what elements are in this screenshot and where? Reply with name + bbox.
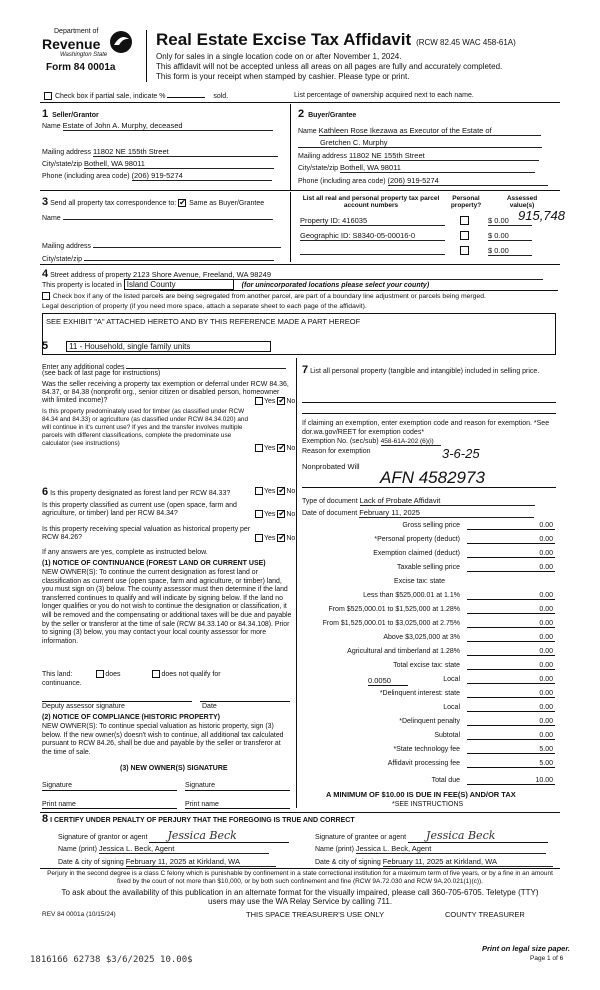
- buyer-heading: 2 Buyer/Grantee: [298, 108, 357, 120]
- page-title: [156, 30, 516, 50]
- see-back-note: (see back of last page for instructions): [42, 370, 161, 377]
- grantor-sig-row: Signature of grantor or agent Jessica Beck: [58, 829, 289, 843]
- tax-row: *Delinquent interest: state 0.00: [379, 690, 553, 697]
- grantor-date-row: Date & city of signing February 11, 2025 at Kirkland, WA: [58, 857, 276, 867]
- s3-name-row: Name: [42, 212, 273, 222]
- doc-type-row: Type of document Lack of Probate Affidavit: [302, 496, 535, 506]
- s3-city-row: City/state/zip: [42, 253, 274, 263]
- grantor-name-row: Name (print) Jessica L. Beck, Agent: [58, 844, 269, 854]
- tax-row: Subtotal 0.00: [434, 732, 553, 739]
- segregated-checkbox[interactable]: [42, 292, 50, 300]
- title-text: Real Estate Excise Tax Affidavit: [156, 30, 412, 49]
- county-select[interactable]: Island County: [124, 279, 234, 290]
- same-as-buyer-checkbox[interactable]: [178, 199, 186, 207]
- revenue-swirl-icon: [108, 30, 134, 54]
- s6-q1: 6 Is this property designated as forest land per RCW 84.33?: [42, 486, 231, 498]
- tax-row: Less than $525,000.01 at 1.1% 0.00: [363, 592, 553, 599]
- seller-name-row: Name Estate of John A. Murphy, deceased: [42, 121, 287, 131]
- tax-row: From $1,525,000.01 to $3,025,000 at 2.75% 0.00: [322, 620, 553, 627]
- assessed-value-header: Assessed value(s): [506, 195, 538, 209]
- s5-q1-answer: Yes ✔ No: [255, 397, 295, 405]
- grantee-signature[interactable]: Jessica Beck: [408, 829, 548, 843]
- owner-print-label-2: Print name: [185, 801, 219, 808]
- buyer-mail-field[interactable]: 11802 NE 155th Street: [349, 151, 539, 161]
- seller-mail-field[interactable]: 11802 NE 155th Street: [93, 147, 278, 157]
- grantor-name-field[interactable]: Jessica L. Beck, Agent: [99, 844, 269, 854]
- tax-row: Total excise tax: state 0.00: [393, 662, 553, 669]
- doc-date-field[interactable]: February 11, 2025: [359, 508, 534, 518]
- rcw-text: (RCW 82.45 WAC 458-61A): [416, 38, 516, 47]
- section5-heading: 5 11 - Household, single family units: [42, 340, 271, 352]
- grantee-sig-row: Signature of grantee or agent Jessica Beck: [315, 829, 548, 843]
- buyer-phone-row: Phone (including area code) (206) 919-5274: [298, 176, 548, 186]
- handwritten-date: 3-6-25: [442, 446, 480, 461]
- doc-type-field[interactable]: Lack of Probate Affidavit: [360, 496, 535, 506]
- personal-property-checkbox-2[interactable]: [460, 231, 469, 240]
- tax-row: Above $3,025,000 at 3% 0.00: [383, 634, 553, 641]
- parcel-list-header: List all real and personal property tax parcel account numbers: [302, 195, 440, 209]
- tax-row: *Personal property (deduct) 0.00: [374, 536, 553, 543]
- page-number: Page 1 of 6: [530, 955, 564, 962]
- seller-city-row: City/state/zip Bothell, WA 98011: [42, 159, 274, 169]
- state-label: Washington State: [60, 52, 108, 58]
- county-row: This property is located in Island County (for unincorporated locations please select your county): [42, 280, 430, 289]
- parcel-row-1: Property ID: 416035 $ 0.00: [300, 216, 560, 227]
- tax-row: Agricultural and timberland at 1.28% 0.00: [347, 648, 553, 655]
- if-yes-note: If any answers are yes, complete as instructed below.: [42, 549, 208, 556]
- s6-q2: Is this property classified as current use (open space, farm and agriculture, or timber) land per RCW 84.34?: [42, 502, 237, 517]
- new-owner-sig-title: (3) NEW OWNER(S) SIGNATURE: [120, 765, 228, 772]
- buyer-phone-field[interactable]: (206) 919-5274: [388, 176, 548, 186]
- this-land-row: This land: does does not qualify for: [42, 670, 221, 678]
- owner-print-label-1: Print name: [42, 801, 76, 808]
- grantee-name-field[interactable]: Jessica L. Beck, Agent: [356, 844, 546, 854]
- notice1-text: NEW OWNER(S): To continue the current designation as forest land or classification as current use (open space, farm and agriculture, or timber) land, you must sign on (3) below. The county assessor must then determine if the land transferred continues to qualify and will indicate by signing below. If the land no longer qualifies or you do not wish to continue the designation or classification, it will be removed and the compensating or additional taxes will be due and payable by the seller or transferor at the time of sale (RCW 84.33.140 or 84.34.108). Prior to signing (3) below, you may contact your local county assessor for more information.: [42, 569, 292, 645]
- doc-date-row: Date of document February 11, 2025: [302, 508, 534, 518]
- treasurer-use-label: THIS SPACE TREASURER'S USE ONLY: [246, 910, 385, 919]
- exemption-instructions: If claiming an exemption, enter exemption code and reason for exemption. *See dor.wa.gov/REET for exemption codes*: [302, 420, 550, 436]
- reason-value: Nonprobated Will: [302, 462, 360, 471]
- intro-line-2: This affidavit will not be accepted unless all areas on all pages are fully and accurately completed.: [156, 62, 503, 71]
- s5-q1: Was the seller receiving a property tax exemption or deferral under RCW 84.36, 84.37, or 84.38 (nonprofit org., senior citizen or disabled person, homeowner with limited income)?: [42, 381, 289, 404]
- s3-name-field[interactable]: [63, 212, 273, 220]
- tax-row: Taxable selling price 0.00: [396, 564, 553, 571]
- tax-row: Gross selling price 0.00: [402, 522, 553, 529]
- personal-property-checkbox-1[interactable]: [460, 216, 469, 225]
- tax-row: *Delinquent penalty 0.00: [399, 718, 553, 725]
- seller-name-field[interactable]: Estate of John A. Murphy, deceased: [63, 121, 273, 131]
- grantee-date-row: Date & city of signing February 11, 2025 at Kirkland, WA: [315, 857, 553, 867]
- tax-row: Total due 10.00: [431, 777, 553, 784]
- buyer-mail-row: Mailing address 11802 NE 155th Street: [298, 151, 539, 161]
- tax-row: 0.0050 Local 0.00: [368, 676, 553, 685]
- seller-mail-row: Mailing address 11802 NE 155th Street: [42, 147, 278, 157]
- parcel-row-2: Geographic ID: S8340-05-00016-0 $ 0.00: [300, 231, 560, 242]
- grantee-date-field[interactable]: February 11, 2025 at Kirkland, WA: [383, 857, 553, 867]
- s6-q2-answer: Yes ✔ No: [255, 510, 295, 518]
- owner-signature-label-2: Signature: [185, 782, 215, 789]
- county-treasurer-label: COUNTY TREASURER: [445, 910, 525, 919]
- seller-city-field[interactable]: Bothell, WA 98011: [84, 159, 274, 169]
- reason-label: Reason for exemption: [302, 448, 371, 455]
- additional-codes-field[interactable]: [126, 361, 286, 369]
- grantee-name-row: Name (print) Jessica L. Beck, Agent: [315, 844, 546, 854]
- revenue-label: Revenue: [42, 36, 101, 52]
- intro-line-3: This form is your receipt when stamped by cashier. Please type or print.: [156, 72, 410, 81]
- partial-sale-label: Check box if partial sale, indicate %: [54, 92, 166, 100]
- local-rate: 0.0050: [368, 676, 408, 686]
- segregated-row: Check box if any of the listed parcels are being segregated from another parcel, are part of a boundary line adjustment or parcels being merged.: [42, 292, 486, 300]
- s5-q2: Is this property predominately used for timber (as classified under RCW 84.34 and 84.33) or agriculture (as classified under RCW 84.34.020) and will continue in it's current use? If yes and the transfer involves multiple parcels with different classifications, complete the predominate use calculator (see instructions): [42, 408, 249, 447]
- notice2-title: (2) NOTICE OF COMPLIANCE (HISTORIC PROPERTY): [42, 714, 220, 721]
- s6-q3: Is this property receiving special valuation as historical property per RCW 84.26?: [42, 526, 251, 541]
- s5-q2-answer: Yes ✔ No: [255, 444, 295, 452]
- revenue-logo: [42, 28, 142, 76]
- buyer-city-field[interactable]: Bothell, WA 98011: [340, 163, 535, 173]
- form-number: Form 84 0001a: [46, 62, 116, 73]
- tax-row: Exemption claimed (deduct) 0.00: [373, 550, 553, 557]
- seller-heading: 1 Seller/Grantor: [42, 108, 99, 120]
- use-code-select[interactable]: 11 - Household, single family units: [66, 341, 271, 352]
- personal-property-header: Personal property?: [450, 195, 482, 209]
- s3-mail-row: Mailing address: [42, 240, 281, 250]
- section8-heading: 8 I CERTIFY UNDER PENALTY OF PERJURY THAT THE FOREGOING IS TRUE AND CORRECT: [42, 813, 355, 825]
- minimum-due-note: A MINIMUM OF $10.00 IS DUE IN FEE(S) AND/OR TAX: [326, 790, 516, 799]
- parcel-row-3: $ 0.00: [300, 246, 560, 257]
- partial-sale-checkbox[interactable]: [44, 92, 52, 100]
- exemption-no-field[interactable]: 458-61A-202 (6)(i): [381, 438, 441, 446]
- s3-mail-field[interactable]: [93, 240, 281, 248]
- tax-row: From $525,000.01 to $1,525,000 at 1.28% 0.00: [328, 606, 553, 613]
- seller-phone-field[interactable]: (206) 919-5274: [132, 171, 272, 181]
- additional-codes-row: Enter any additional codes: [42, 361, 286, 371]
- tax-row: Local 0.00: [443, 704, 553, 711]
- buyer-name-field-1[interactable]: Kathleen Rose Ikezawa as Executor of the Estate of: [319, 126, 541, 136]
- owner-signature-label-1: Signature: [42, 782, 72, 789]
- perjury-notice: Perjury in the second degree is a class C felony which is punishable by confinement in a state correctional institution for a maximum term of five years, or by a fine in an amount fixed by the court of not more than $10,000, or by both such confinement and fine (RCW 9A.72.030 and RCW 9A.20.021(1)(c)).: [47, 870, 553, 885]
- s6-q3-answer: Yes ✔ No: [255, 534, 295, 542]
- legal-description-label: Legal description of property (if you need more space, attach a separate sheet to each page of the affidavit).: [42, 303, 367, 310]
- sold-label: sold.: [213, 92, 229, 100]
- deputy-date-label: Date: [202, 703, 217, 710]
- alternate-format-notice: To ask about the availability of this publication in an alternate format for the visually impaired, please call 360-705-6705. Teletype (TTY) users may use the WA Relay Service by calling 711.: [61, 888, 539, 906]
- revision-label: REV 84 0001a (10/15/24): [42, 911, 116, 918]
- grantor-signature[interactable]: Jessica Beck: [149, 829, 289, 843]
- legal-paper-note: Print on legal size paper.: [482, 944, 570, 953]
- seller-phone-row: Phone (including area code) (206) 919-5274: [42, 171, 272, 181]
- continuance-label: continuance.: [42, 680, 82, 687]
- handwritten-assessed-value: 915,748: [518, 208, 565, 223]
- street-address-field[interactable]: 2123 Shore Avenue, Freeland, WA 98249: [133, 270, 543, 280]
- buyer-city-row: City/state/zip Bothell, WA 98011: [298, 163, 535, 173]
- handwritten-afn: AFN 4582973: [380, 468, 485, 487]
- street-address-row: 4 Street address of property 2123 Shore Avenue, Freeland, WA 98249: [42, 268, 543, 280]
- legal-description-text: SEE EXHIBIT "A" ATTACHED HERETO AND BY THIS REFERENCE MADE A PART HEREOF: [46, 317, 361, 326]
- buyer-name-field-2[interactable]: Gretchen C. Murphy: [298, 138, 542, 148]
- notice1-title: (1) NOTICE OF CONTINUANCE (FOREST LAND OR CURRENT USE): [42, 560, 266, 567]
- list-percentage-note: List percentage of ownership acquired next to each name.: [294, 92, 474, 99]
- tax-row: *State technology fee 5.00: [393, 746, 553, 753]
- notice2-text: NEW OWNER(S): To continue special valuation as historic property, sign (3) below. If the new owner(s) doesn't wish to continue, all additional tax calculated pursuant to RCW 84.26, shall be due and payable by the seller or transferor at the time of sale.: [42, 723, 284, 756]
- buyer-name-row-2: [298, 138, 542, 148]
- see-instructions-note: *SEE INSTRUCTIONS: [392, 801, 464, 808]
- dept-label: Department of: [54, 28, 99, 35]
- cashier-stamp: 1816166 62738 $3/6/2025 10.00$: [30, 955, 193, 965]
- s3-city-field[interactable]: [84, 253, 274, 261]
- s6-q1-answer: Yes ✔ No: [255, 487, 295, 495]
- grantor-date-field[interactable]: February 11, 2025 at Kirkland, WA: [126, 857, 276, 867]
- buyer-name-row: Name Kathleen Rose Ikezawa as Executor of the Estate of: [298, 126, 541, 136]
- exemption-no-row: Exemption No. (sec/sub) 458-61A-202 (6)(i): [302, 438, 441, 446]
- intro-line-1: Only for sales in a single location code on or after November 1, 2024.: [156, 52, 402, 61]
- section3-heading: 3 Send all property tax correspondence to: ✔ Same as Buyer/Grantee: [42, 196, 264, 208]
- tax-row: Excise tax: state: [394, 578, 445, 585]
- partial-sale-row: [44, 92, 228, 100]
- deputy-signature-label: Deputy assessor signature: [42, 703, 125, 710]
- tax-row: Affidavit processing fee 5.00: [387, 760, 553, 767]
- personal-property-checkbox-3[interactable]: [460, 246, 469, 255]
- section7-heading: 7 List all personal property (tangible and intangible) included in selling price.: [302, 364, 540, 376]
